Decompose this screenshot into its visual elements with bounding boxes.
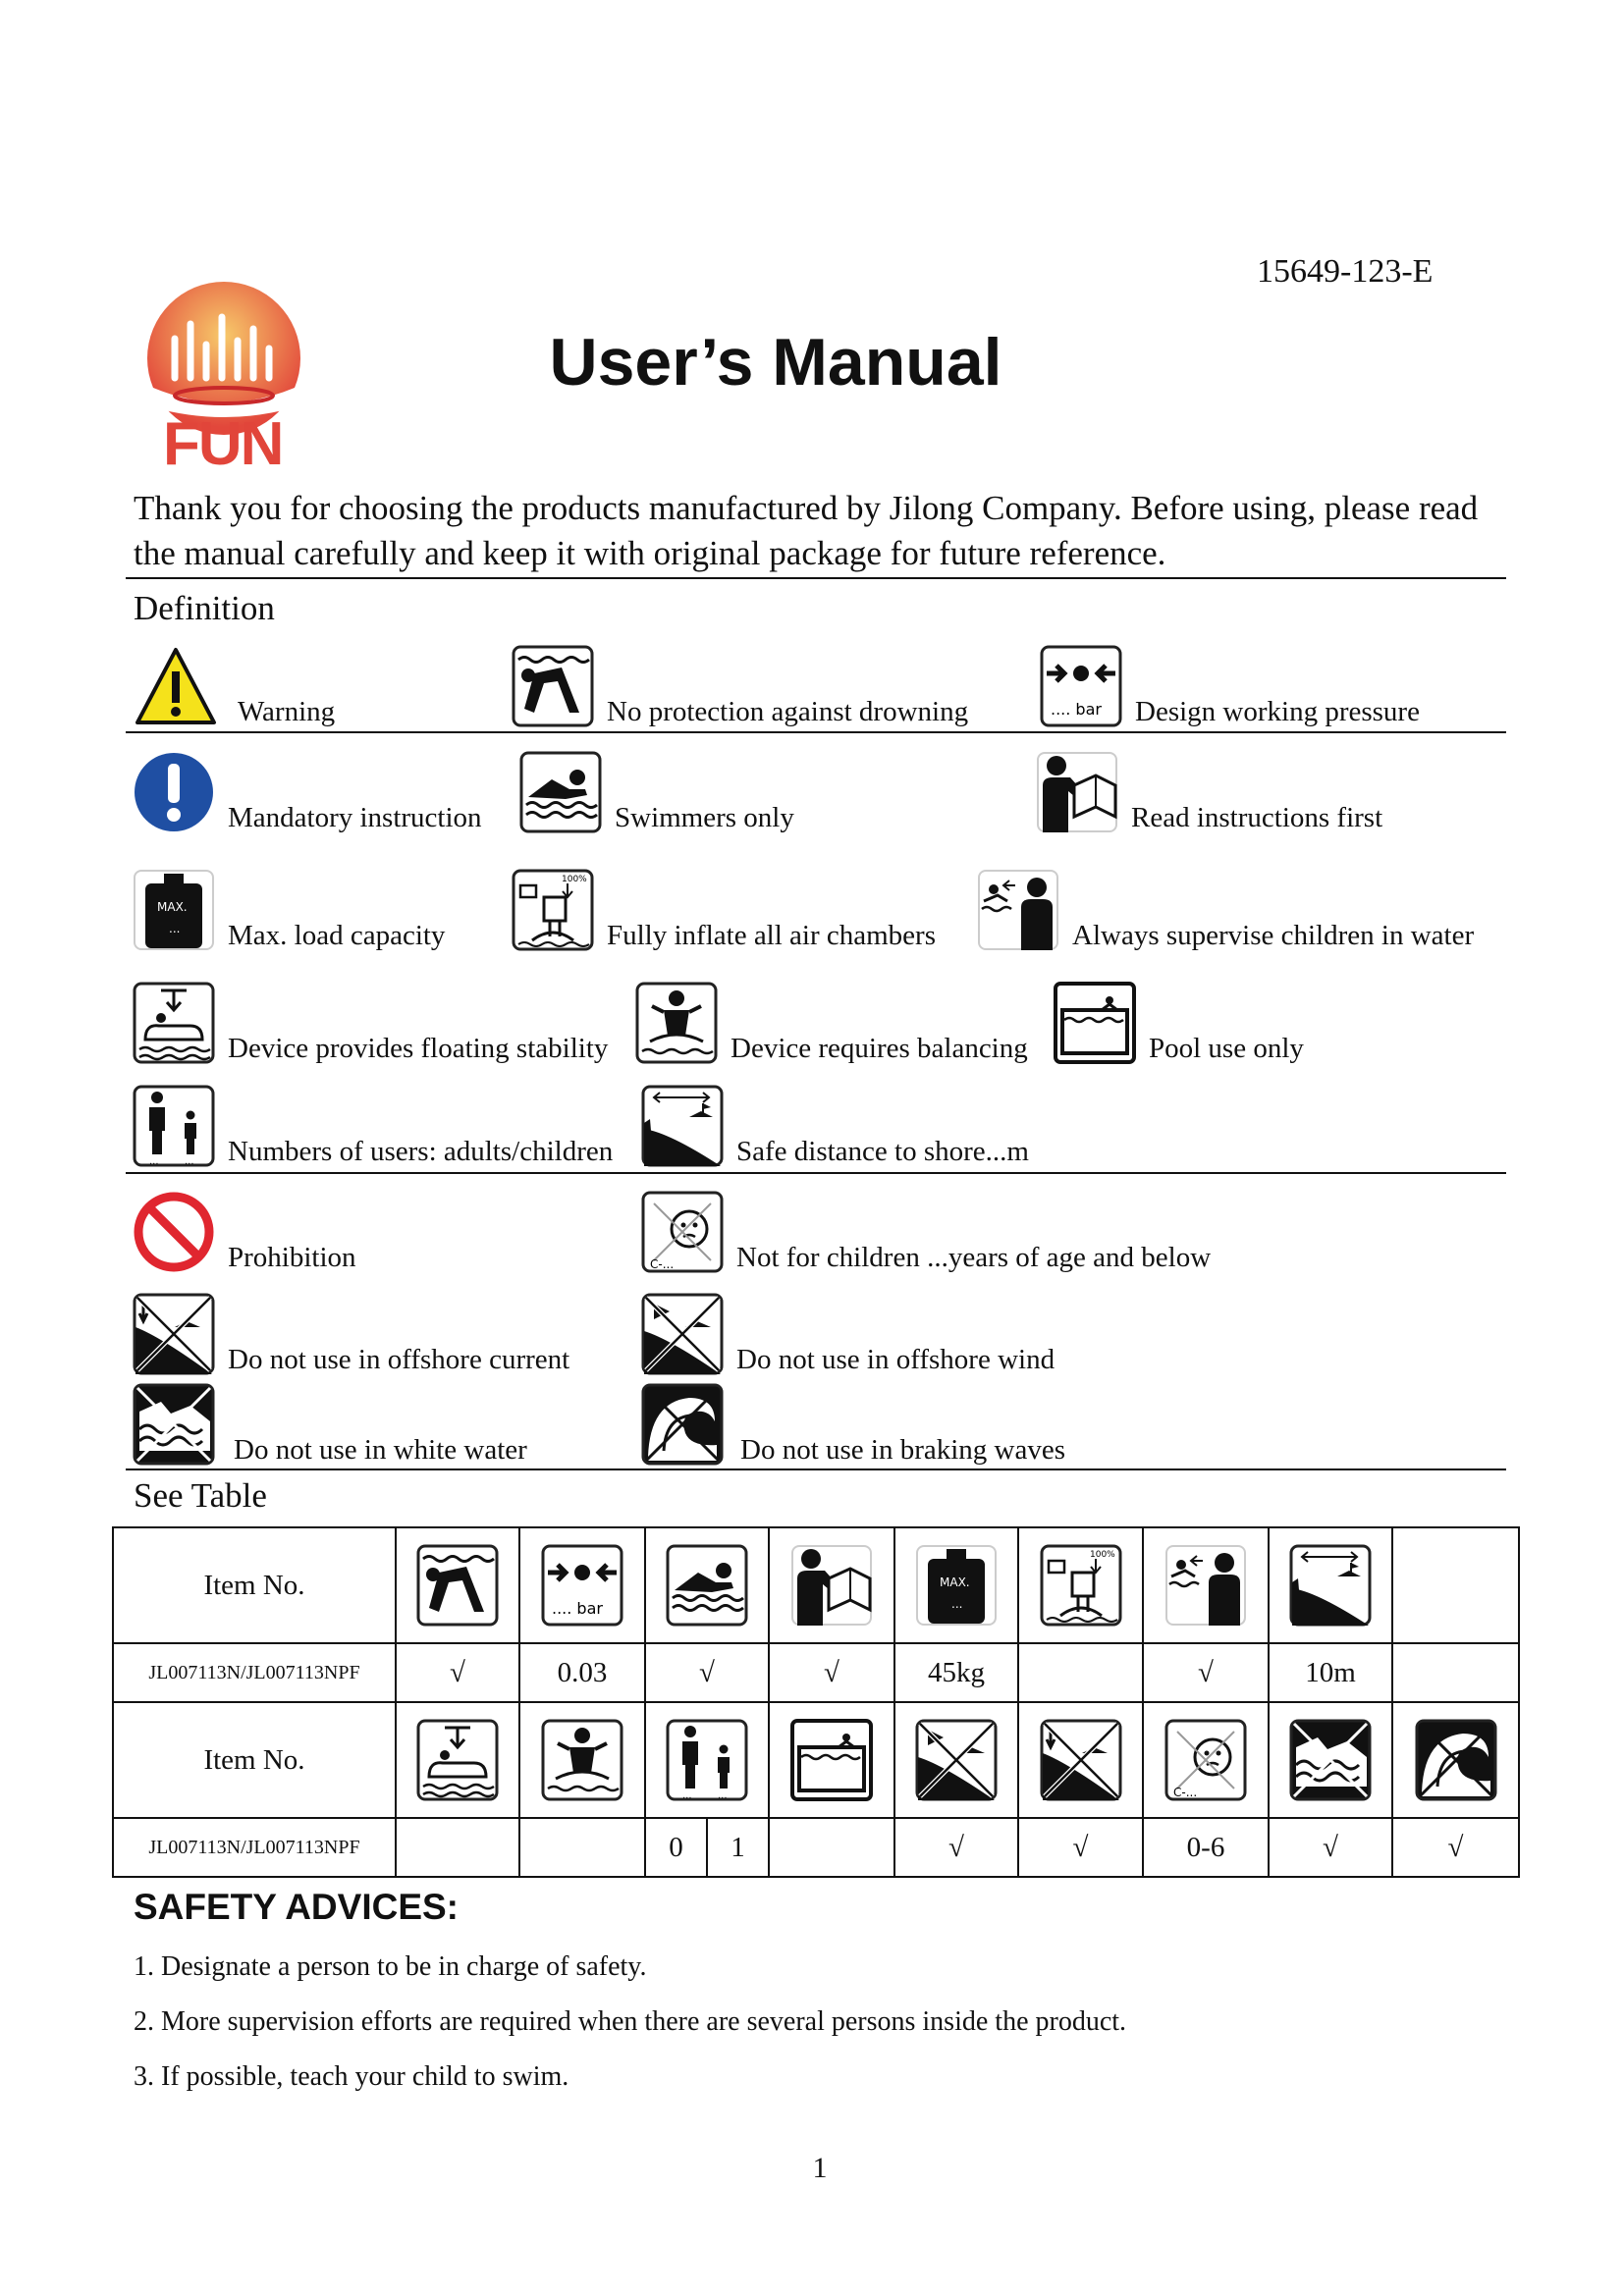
pressure-icon [519,1527,645,1643]
def-warning: Warning [134,640,335,728]
offshore-wind-icon [640,1292,725,1376]
swimmer-icon [645,1527,769,1643]
weight-icon [894,1527,1018,1643]
table-cell: 0.03 [519,1643,645,1702]
breaking-waves-icon [640,1382,725,1467]
table-row [113,1818,1519,1877]
floating-stability-icon [132,981,216,1065]
table-cell: √ [1018,1818,1143,1877]
def-requires-balancing: Device requires balancing [634,977,1028,1065]
prohibition-icon [132,1190,216,1274]
item-no-label: Item No. [113,1702,396,1818]
no-children-icon [640,1190,725,1274]
see-table-heading: See Table [134,1476,267,1515]
spec-table [112,1526,1520,1878]
mandatory-icon [132,750,216,834]
table-cell: 10m [1269,1643,1392,1702]
table-cell: √ [769,1643,894,1702]
white-water-icon [132,1382,216,1467]
table-cell: √ [1269,1818,1392,1877]
table-cell: 1 [707,1818,769,1877]
divider [126,1172,1506,1174]
users-icon [645,1702,769,1818]
def-not-for-children: Not for children ...years of age and below [640,1186,1211,1274]
page-title: User’s Manual [549,325,1002,400]
balancing-icon [519,1702,645,1818]
floating-stability-icon [396,1702,519,1818]
def-design-pressure: Design working pressure [1039,640,1420,728]
table-cell [519,1818,645,1877]
safety-heading: SAFETY ADVICES: [134,1887,459,1927]
safety-item: 1. Designate a person to be in charge of safety. [134,1951,647,1982]
supervise-icon [976,868,1060,952]
def-pool-use-only: Pool use only [1053,977,1304,1065]
warning-icon [134,644,218,728]
def-no-drowning-protection: No protection against drowning [511,640,968,728]
table-cell: √ [645,1643,769,1702]
no-children-icon [1143,1702,1269,1818]
table-cell: √ [1143,1643,1269,1702]
offshore-current-icon [132,1292,216,1376]
safety-item: 3. If possible, teach your child to swim. [134,2061,569,2092]
def-mandatory: Mandatory instruction [132,746,482,834]
no-drowning-protection-icon [511,644,595,728]
divider [126,1468,1506,1470]
def-prohibition: Prohibition [132,1186,356,1274]
def-max-load: Max. load capacity [132,864,445,952]
def-safe-distance: Safe distance to shore...m [640,1080,1029,1168]
intro-text: Thank you for choosing the products manufactured by Jilong Company. Before using, please read the manual carefully and keep it with original package for future reference. [134,489,1479,572]
def-floating-stability: Device provides floating stability [132,977,608,1065]
safety-item: 2. More supervision efforts are required when there are several persons inside the product. [134,2006,1127,2037]
def-offshore-wind: Do not use in offshore wind [640,1288,1055,1376]
weight-icon [132,868,216,952]
shore-distance-icon [640,1084,725,1168]
table-cell: 0-6 [1143,1818,1269,1877]
supervise-icon [1143,1527,1269,1643]
page-number: 1 [812,2152,828,2184]
offshore-wind-icon [894,1702,1018,1818]
empty-cell [1392,1527,1519,1643]
def-white-water: Do not use in white water [132,1378,527,1467]
inflate-icon [1018,1527,1143,1643]
table-cell: √ [894,1818,1018,1877]
users-icon [132,1084,216,1168]
def-fully-inflate: Fully inflate all air chambers [511,864,936,952]
table-cell [1018,1643,1143,1702]
pool-icon [1053,981,1137,1065]
breaking-waves-icon [1392,1702,1519,1818]
offshore-current-icon [1018,1702,1143,1818]
table-cell [769,1818,894,1877]
def-breaking-waves: Do not use in braking waves [640,1378,1065,1467]
divider [126,577,1506,579]
table-cell: √ [396,1643,519,1702]
read-instructions-icon [1035,750,1119,834]
logo-text: FUN [163,410,283,478]
item-no-label: Item No. [113,1527,396,1643]
def-supervise-children: Always supervise children in water [976,864,1474,952]
no-drowning-protection-icon [396,1527,519,1643]
table-row [113,1643,1519,1702]
pool-icon [769,1702,894,1818]
def-swimmers-only: Swimmers only [518,746,794,834]
def-read-instructions: Read instructions first [1035,746,1382,834]
white-water-icon [1269,1702,1392,1818]
read-instructions-icon [769,1527,894,1643]
def-number-of-users: Numbers of users: adults/children [132,1080,613,1168]
definition-heading: Definition [134,589,275,627]
model-code: JL007113N/JL007113NPF [113,1818,396,1877]
table-row [113,1702,1519,1818]
table-cell: 45kg [894,1643,1018,1702]
table-cell: √ [1392,1818,1519,1877]
shore-distance-icon [1269,1527,1392,1643]
document-number: 15649-123-E [1257,253,1434,290]
table-row [113,1527,1519,1643]
model-code: JL007113N/JL007113NPF [113,1643,396,1702]
inflate-icon [511,868,595,952]
swimmer-icon [518,750,603,834]
balancing-icon [634,981,719,1065]
divider [126,731,1506,733]
table-cell [396,1818,519,1877]
pressure-icon [1039,644,1123,728]
table-cell [1392,1643,1519,1702]
table-cell: 0 [645,1818,707,1877]
def-offshore-current: Do not use in offshore current [132,1288,569,1376]
